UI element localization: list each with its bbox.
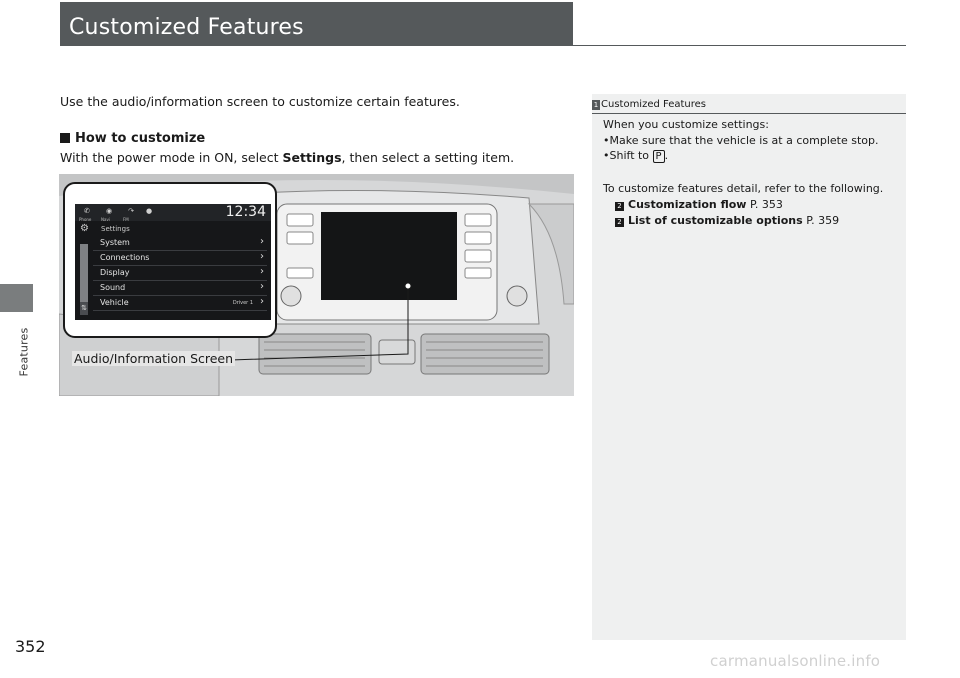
- section-heading-text: How to customize: [75, 131, 206, 146]
- settings-item-sound[interactable]: [93, 281, 267, 296]
- gear-icon: ⚙: [80, 223, 89, 234]
- ref1-title: Customization flow: [628, 198, 747, 211]
- ref-customizable-options[interactable]: [615, 214, 839, 227]
- ref2-title: List of customizable options: [628, 214, 803, 227]
- sidebar-line1: When you customize settings:: [603, 118, 769, 131]
- audio-icon[interactable]: ●: [145, 207, 153, 215]
- sidebar-line2: To customize features detail, refer to the following.: [603, 182, 884, 195]
- bullet2-end: .: [664, 149, 669, 162]
- settings-item-label: Connections: [100, 253, 150, 262]
- settings-item-label: Vehicle: [100, 298, 129, 307]
- settings-item-display[interactable]: [93, 266, 267, 281]
- bullet2-text: Shift to: [609, 149, 653, 162]
- settings-screen: [75, 204, 271, 320]
- instruction-text: [60, 150, 514, 165]
- phone-label: Phone: [79, 217, 92, 222]
- square-bullet-icon: [60, 133, 70, 143]
- bullet1-text: Make sure that the vehicle is at a complete stop.: [609, 134, 879, 147]
- title-rule: [573, 45, 906, 46]
- settings-item-label: System: [100, 238, 130, 247]
- screen-scroll-icon[interactable]: ⇅: [80, 302, 88, 315]
- section-tab: [0, 312, 33, 392]
- page-number: 352: [15, 637, 46, 656]
- bullet-icon: •: [603, 149, 610, 162]
- chevron-right-icon: ›: [260, 296, 264, 307]
- reference-icon: 2: [615, 218, 624, 227]
- intro-text: Use the audio/information screen to customize certain features.: [60, 94, 460, 109]
- sidebar-title: Customized Features: [601, 99, 707, 110]
- ref-customization-flow[interactable]: [615, 198, 783, 211]
- chevron-right-icon: ›: [260, 236, 264, 247]
- settings-item-label: Sound: [100, 283, 126, 292]
- callout-label: Audio/Information Screen: [74, 351, 234, 366]
- sidebar-bullet1: [603, 134, 878, 147]
- reference-icon: 2: [615, 202, 624, 211]
- sidebar-header: [592, 97, 906, 114]
- section-tab-label: Features: [17, 327, 31, 377]
- screen-left-rail: [80, 244, 88, 302]
- navi-label: Navi: [101, 217, 110, 222]
- navi-icon[interactable]: ◉ Navi: [103, 206, 115, 218]
- chevron-right-icon: ›: [260, 281, 264, 292]
- chevron-right-icon: ›: [260, 266, 264, 277]
- fm-icon[interactable]: ↷ FM: [125, 206, 137, 218]
- screen-clock: 12:34: [225, 204, 266, 220]
- title-bar: [60, 2, 573, 46]
- instruction-settings: Settings: [282, 150, 342, 165]
- section-tab-marker: [0, 284, 33, 312]
- chevron-right-icon: ›: [260, 251, 264, 262]
- park-key-icon: P: [653, 150, 665, 163]
- screen-callout: [63, 182, 277, 338]
- settings-item-system[interactable]: [93, 236, 267, 251]
- settings-item-extra: Driver 1: [232, 300, 253, 306]
- instruction-before: With the power mode in ON, select: [60, 150, 283, 165]
- settings-item-vehicle[interactable]: [93, 296, 267, 311]
- sidebar-bullet2: [603, 149, 668, 163]
- screen-settings-header: Settings: [101, 225, 130, 233]
- watermark: carmanualsonline.info: [710, 652, 881, 670]
- ref1-page: P. 353: [746, 198, 783, 211]
- screen-top-bar: [75, 204, 271, 221]
- phone-icon[interactable]: ✆ Phone: [81, 206, 93, 218]
- bullet-icon: •: [603, 134, 610, 147]
- instruction-after: , then select a setting item.: [341, 150, 515, 165]
- page-title: Customized Features: [69, 15, 304, 40]
- section-heading: [60, 131, 205, 146]
- settings-item-connections[interactable]: [93, 251, 267, 266]
- note-number-badge: 1: [593, 101, 599, 109]
- ref2-page: P. 359: [802, 214, 840, 227]
- settings-item-label: Display: [100, 268, 130, 277]
- fm-label: FM: [123, 217, 129, 222]
- note-sidebar: [592, 94, 906, 640]
